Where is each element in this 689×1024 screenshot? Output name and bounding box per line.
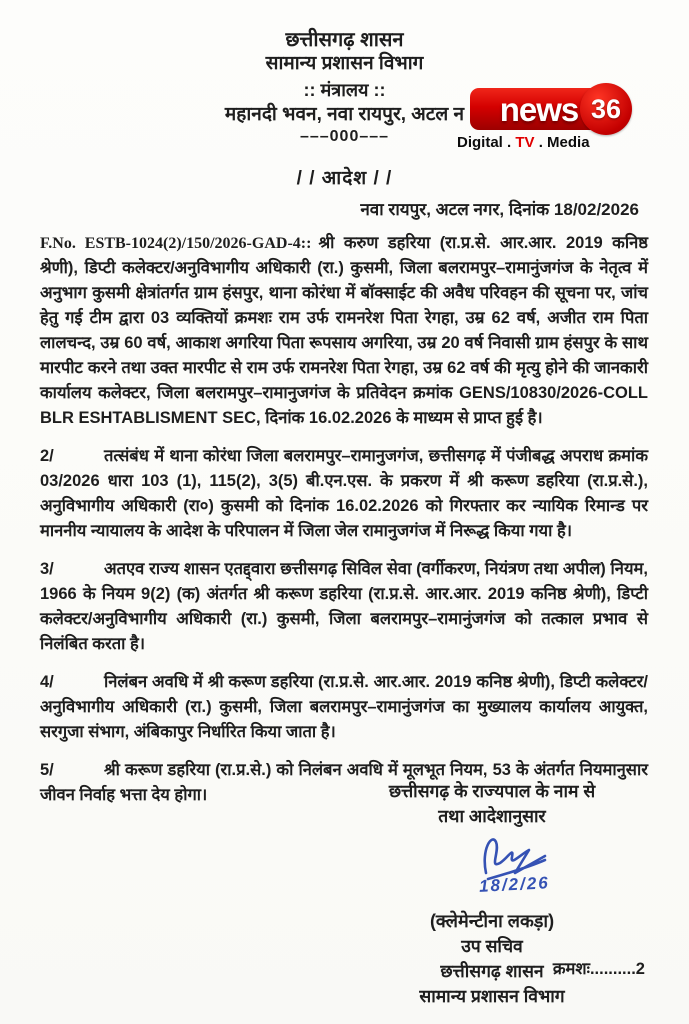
news36-logo — [457, 86, 670, 156]
news36-logo-number: 36 — [590, 93, 622, 124]
paragraph-4 — [40, 670, 648, 745]
paragraph-1 — [40, 231, 648, 431]
signatory-designation: उप सचिव — [461, 936, 523, 956]
paragraph-2-text: तत्संबंध में थाना कोरंधा जिला बलरामपुर–रामानुजगंज, छत्तीसगढ़ में पंजीबद्ध अपराध क्रमांक 03/2026 धारा 103 (1), 115(2), 3(5) बी.एन.एस. के प्रकरण में श्री करूण डहरिया (रा.प्र.से.), अनुविभागीय अधिकारी (रा०) कुसमी को दिनांक 16.02.2026 को गिरफ्तार कर न्यायिक रिमान्ड पर माननीय न्यायालय के आदेश के परिपालन में जिला जेल रामानुजगंज में निरूद्ध किया गया है। — [40, 447, 648, 540]
order-heading: / / आदेश / / — [296, 168, 393, 189]
by-order-line-1: छत्तीसगढ़ के राज्यपाल के नाम से — [388, 781, 596, 801]
govt-name: छत्तीसगढ़ शासन — [285, 29, 404, 51]
paragraph-3-number: 3/ — [40, 560, 54, 578]
signatory-org-line-1: छत्तीसगढ़ शासन — [440, 961, 544, 981]
ornamental-divider: –––000––– — [299, 128, 390, 145]
order-body — [40, 231, 648, 808]
paragraph-5-text: श्री करूण डहरिया (रा.प्र.से.) को निलंबन अवधि में मूलभूत नियम, 53 के अंतर्गत नियमानुसार जीवन निर्वाह भत्ता देय होगा। — [40, 761, 648, 804]
paragraph-2-number: 2/ — [40, 447, 54, 465]
address-line: महानदी भवन, नवा रायपुर, अटल न — [224, 104, 465, 125]
tagline-sep: . — [534, 134, 548, 151]
paragraph-3 — [40, 557, 648, 657]
paragraph-1-text: श्री करुण डहरिया (रा.प्र.से. आर.आर. 2019 कनिष्ठ श्रेणी), डिप्टी कलेक्टर/अनुविभागीय अधिकारी (रा.) कुसमी, जिला बलरामपुर–रामानुंजगंज के नेतृत्व में अनुभाग कुसमी क्षेत्रांतर्गत ग्राम हंसपुर, थाना कोरंधा में बॉक्साईट की अवैध परिवहन की सूचना पर, जांच हेतु गई टीम द्वारा 03 व्यक्तियों क्रमशः राम उर्फ रामनरेश पिता रेगहा, उम्र 62 वर्ष, अजीत राम पिता लालचन्द, उम्र 60 वर्ष, आकाश अगरिया पिता रूपसाय अगरिया, उम्र 20 वर्ष निवासी ग्राम हंसपुर के साथ मारपीट करने तथा उक्त मारपीट से राम उर्फ रामनरेश पिता रेगहा, उम्र 62 वर्ष की मृत्यु होने की जानकारी कार्यालय कलेक्टर, जिला बलरामपुर–रामानुजगंज के प्रतिवेदन क्रमांक GENS/10830/2026-COLL BLR ESHTABLISMENT SEC, दिनांक 16.02.2026 के माध्यम से प्राप्त हुई है। — [40, 234, 649, 427]
ministry-line: :: मंत्रालय :: — [303, 80, 386, 100]
paragraph-3-text: अतएव राज्य शासन एतद्द्वारा छत्तीसगढ़ सिविल सेवा (वर्गीकरण, नियंत्रण तथा अपील) नियम, 1966 के नियम 9(2) (क) अंतर्गत श्री करूण डहरिया (रा.प्र.से. आर.आर. 2019 कनिष्ठ श्रेणी), डिप्टी कलेक्टर/अनुविभागीय अधिकारी (रा.) कुसमी, जिला बलरामपुर–रामानुंजगंज को तत्काल प्रभाव से निलंबित करता है। — [40, 560, 648, 653]
news36-logo-text: news — [499, 90, 579, 128]
tagline-tv: TV — [515, 134, 535, 151]
signatory-org-line-2: सामान्य प्रशासन विभाग — [419, 986, 565, 1006]
continuation-mark: क्रमशः..........2 — [552, 960, 645, 978]
signatory-name: (क्लेमेन्टीना लकड़ा) — [429, 911, 555, 931]
news36-tagline — [457, 134, 590, 151]
signature-area — [319, 829, 665, 909]
department-name: सामान्य प्रशासन विभाग — [265, 53, 424, 74]
tagline-sep: . — [502, 134, 516, 151]
by-order-line-2: तथा आदेशानुसार — [438, 806, 546, 826]
tagline-media: Media — [547, 134, 590, 151]
paragraph-2 — [40, 444, 648, 544]
paragraph-5-number: 5/ — [40, 761, 54, 779]
news36-logo-circle — [580, 83, 632, 135]
tagline-digital: Digital — [457, 134, 503, 151]
paragraph-4-number: 4/ — [40, 673, 54, 691]
signature-date: 18/2/26 — [478, 873, 551, 896]
paragraph-4-text: निलंबन अवधि में श्री करूण डहरिया (रा.प्र.से. आर.आर. 2019 कनिष्ठ श्रेणी), डिप्टी कलेक्टर/अनुविभागीय अधिकारी (रा.) कुसमी, जिला बलरामपुर–रामानुंजगंज का मुख्यालय कार्यालय आयुक्त, सरगुजा संभाग, अंबिकापुर निर्धारित किया जाता है। — [40, 673, 648, 741]
file-number: F.No. ESTB-1024(2)/150/2026-GAD-4:: — [40, 235, 312, 252]
place-date-line: नवा रायपुर, अटल नगर, दिनांक 18/02/2026 — [360, 200, 639, 219]
